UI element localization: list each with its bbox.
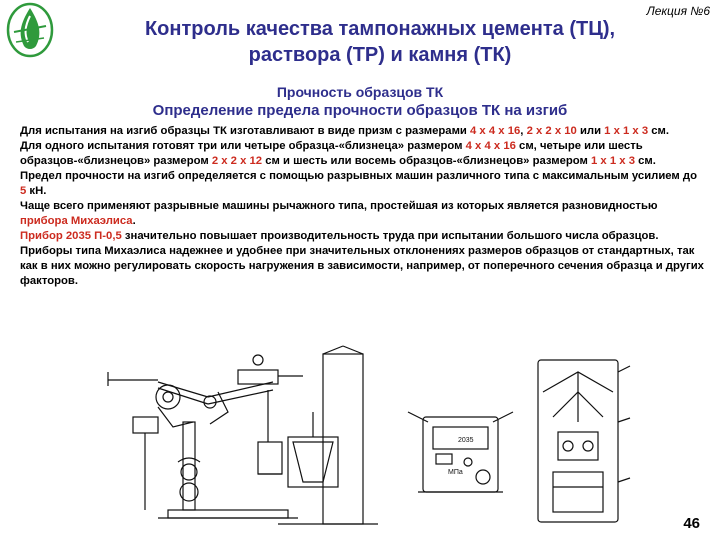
text-span: ,: [520, 125, 527, 137]
paragraph-sample-sizes: [20, 124, 705, 139]
testing-machine-drawing: [538, 360, 630, 522]
text-span: Чаще всего применяют разрывные машины рычажного типа, простейшая из которых является разновидностью: [20, 200, 658, 212]
apparatus-drawings: [98, 342, 638, 532]
paragraph-device-2035: [20, 229, 705, 289]
page-title: [70, 16, 690, 68]
text-span: .: [132, 215, 136, 227]
text-span: см.: [648, 125, 670, 137]
page-number: 46: [683, 515, 700, 532]
dimension-value: 2 х 2 х 10: [526, 125, 577, 137]
load-stand-drawing: [278, 346, 378, 524]
device-2035-label: 2035: [458, 437, 474, 444]
paragraph-lever-machines: [20, 199, 705, 229]
paragraph-strength-limit: [20, 169, 705, 199]
dimension-value: 2 х 2 х 12: [211, 155, 263, 167]
text-span: Для испытания на изгиб образцы ТК изготавливают в виде призм с размерами: [20, 125, 471, 137]
section-heading: Определение предела прочности образцов ТК на изгиб: [152, 102, 568, 119]
device-2035-unit-label: МПа: [448, 469, 463, 476]
device-name: Прибор 2035 П-0,5: [20, 230, 122, 242]
text-span: см.: [634, 155, 656, 167]
text-span: см и шесть или восемь образцов-«близнецов» размером: [262, 155, 592, 167]
text-span: Для одного испытания готовят три или четыре образца-«близнеца» размером: [20, 140, 466, 152]
dimension-value: 1 х 1 х 3: [604, 125, 649, 137]
lecture-label: Лекция №6: [646, 4, 710, 18]
text-span: значительно повышает производительность труда при испытании большого числа образцов. Приборы типа Михаэлиса надежнее и удобнее при значительных отклонениях размеров образцов от стандартных, так как в них можно регулировать скорость нагружения в зависимости, например, от поперечного сечения образца и других факторов.: [20, 230, 704, 287]
logo-icon: [4, 2, 56, 58]
dimension-value: 4 х 4 х 16: [470, 125, 521, 137]
paragraph-twin-samples: [20, 139, 705, 169]
text-span: см, четыре или шесть образцов-«близнецов» размером: [20, 140, 643, 167]
section-subtitle: Прочность образцов ТК: [276, 84, 444, 100]
text-span: или: [576, 125, 605, 137]
body-text: [20, 124, 705, 289]
title-line-1: Контроль качества тампонажных цемента (ТЦ),: [144, 18, 616, 40]
michaelis-apparatus-drawing: [108, 355, 303, 518]
dimension-value: 4 х 4 х 16: [465, 140, 516, 152]
dimension-value: 1 х 1 х 3: [591, 155, 635, 167]
device-2035-drawing: [408, 412, 513, 492]
force-value: 5: [20, 185, 27, 197]
text-span: кН.: [26, 185, 47, 197]
title-line-2: раствора (ТР) и камня (ТК): [248, 44, 512, 66]
device-name: прибора Михаэлиса: [20, 215, 133, 227]
text-span: Предел прочности на изгиб определяется с помощью разрывных машин различного типа с максимальным усилием до: [20, 170, 697, 182]
